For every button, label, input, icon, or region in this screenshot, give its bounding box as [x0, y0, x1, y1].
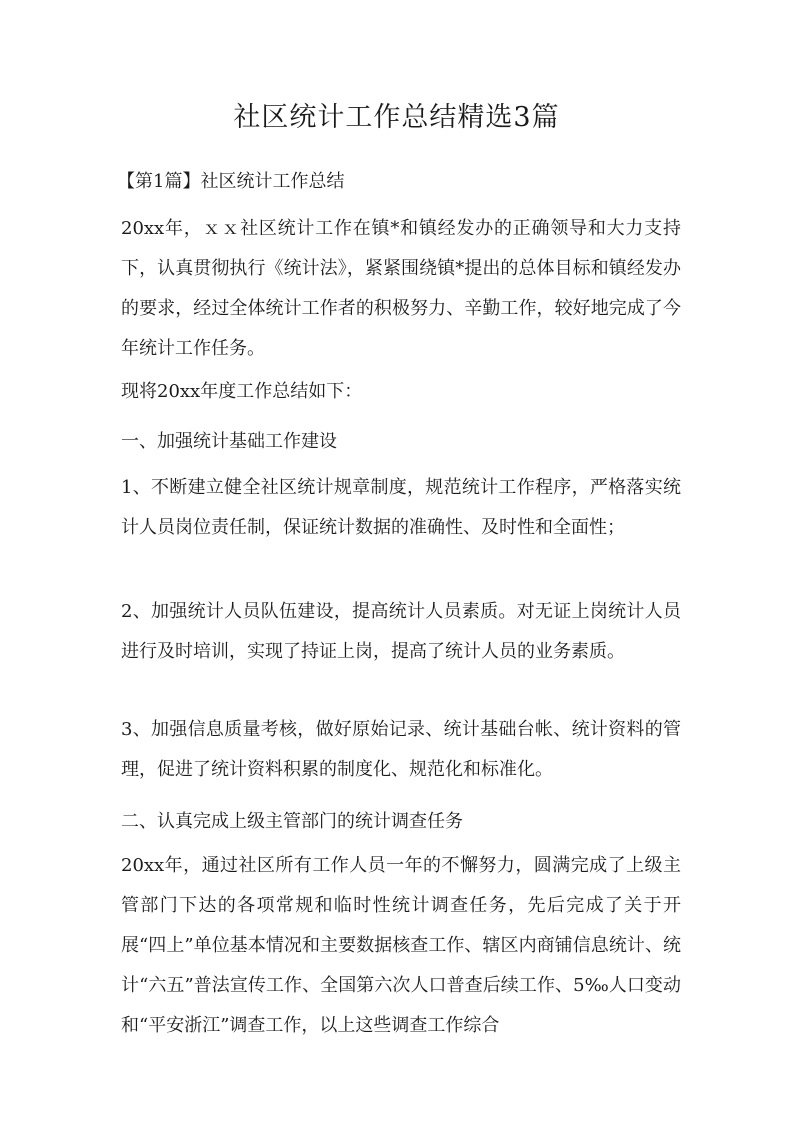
- section-heading-2: 二、认真完成上级主管部门的统计调查任务: [121, 811, 463, 832]
- section-heading-1: 一、加强统计基础工作建设: [121, 431, 337, 452]
- section-label: 【第1篇】社区统计工作总结: [117, 171, 345, 192]
- paragraph-summary-lead: 现将20xx年度工作总结如下：: [121, 381, 363, 402]
- document-title: 社区统计工作总结精选3篇: [233, 102, 560, 133]
- paragraph-intro: 20xx年，ｘｘ社区统计工作在镇*和镇经发办的正确领导和大力支持下，认真贯彻执行《统计法》，紧紧围绕镇*提出的总体目标和镇经发办的要求，经过全体统计工作者的积极努力、辛勤工作，较好地完成了今年统计工作任务。: [121, 218, 681, 359]
- paragraph-item-3: 3、加强信息质量考核，做好原始记录、统计基础台帐、统计资料的管理，促进了统计资料积累的制度化、规范化和标准化。: [121, 719, 681, 780]
- paragraph-survey-tasks: 20xx年，通过社区所有工作人员一年的不懈努力，圆满完成了上级主管部门下达的各项常规和临时性统计调查任务，先后完成了关于开展“四上”单位基本情况和主要数据核查工作、辖区内商铺信息统计、统计“六五”普法宣传工作、全国第六次人口普查后续工作、5‰人口变动和“平安浙江”调查工作，以上这些调查工作综合: [121, 855, 681, 1036]
- paragraph-item-1: 1、不断建立健全社区统计规章制度，规范统计工作程序，严格落实统计人员岗位责任制，保证统计数据的准确性、及时性和全面性；: [121, 477, 681, 538]
- paragraph-item-2: 2、加强统计人员队伍建设，提高统计人员素质。对无证上岗统计人员进行及时培训，实现了持证上岗，提高了统计人员的业务素质。: [121, 601, 681, 662]
